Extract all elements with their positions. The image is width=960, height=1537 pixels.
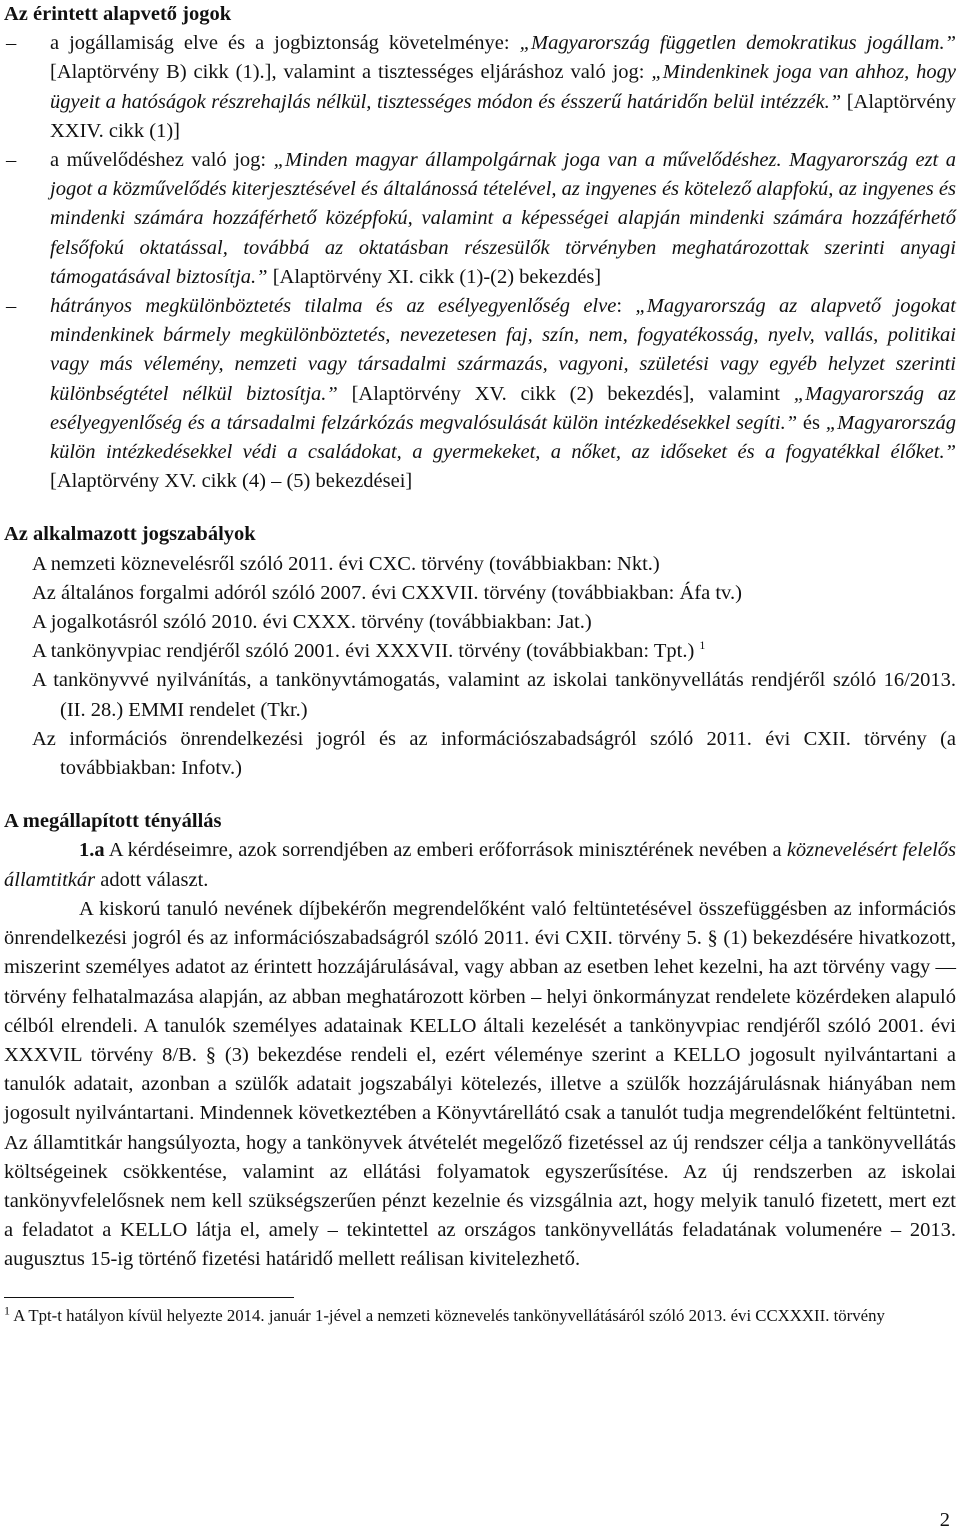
section-heading-facts: A megállapított tényállás — [4, 810, 222, 833]
law-item: A tankönyvpiac rendjéről szóló 2001. évi XXXVII. törvény (továbbiakban: Tpt.) $^1$ — [32, 638, 706, 663]
law-item: A tankönyvvé nyilvánítás, a tankönyvtámogatás, valamint az iskolai tankönyvellátás rendjéről szóló 16/2013. (II. 28.) EMMI rendelet (Tkr.) — [32, 669, 956, 721]
footnote-divider — [4, 1297, 294, 1298]
list-item-rule-of-law: – a jogállamiság elve és a jogbiztonság követelménye: „Magyarország független demokratikus jogállam.” [Alaptörvény B) cikk (1).], valamint a tisztességes eljáráshoz való jog: „Mindenkinek joga van ahhoz, hogy ügyeit a hatóságok részrehajlás nélkül, tisztességes módon és ésszerű határidőn belül intézzék.” [Alaptörvény XXIV. cikk (1)] — [4, 29, 956, 146]
list-item-right-to-education: – a művelődéshez való jog: „Minden magyar állampolgárnak joga van a művelődéshez. Magyarország ezt a jogot a közművelődés kiterjesztésével és általánossá tételével, az ingyenes és kötelező alapfokú, az ingyenes és mindenki számára hozzáférhető középfokú, valamint a képességei alapján mindenki számára hozzáférhető felsőfokú oktatással, továbbá az oktatásban részesülők törvényben meghatározottak szerinti anyagi támogatásával biztosítja.” [Alaptörvény XI. cikk (1)-(2) bekezdés] — [4, 146, 956, 292]
footnote-mark: 1 — [4, 1302, 10, 1317]
section-heading-fundamental-rights: Az érintett alapvető jogok — [4, 3, 232, 25]
dash-bullet: – — [6, 149, 17, 172]
dash-bullet: – — [6, 295, 17, 318]
list-item-equal-treatment: – hátrányos megkülönböztetés tilalma és az esélyegyenlőség elve: „Magyarország az alapvető jogokat mindenkinek bármely megkülönböztetés, nevezetesen faj, szín, nem, fogyatékosság, nyelv, vallás, politikai vagy más vélemény, nemzeti vagy társadalmi származás, vagyoni, születési vagy egyéb helyzet szerinti különbségtétel nélkül biztosítja.” [Alaptörvény XV. cikk (2) bekezdés], valamint „Magyarország az esélyegyenlőség és a társadalmi felzárkózás megvalósulását külön intézkedésekkel segíti.” és „Magyarország külön intézkedésekkel védi a családokat, a gyermekeket, a nőket, az időseket és a fogyatékkal élőket.” [Alaptörvény XV. cikk (4) – (5) bekezdései] — [4, 292, 956, 496]
facts-paragraph-1: 1.a A kérdéseimre, azok sorrendjében az emberi erőforrások minisztérének nevében a köznevelésért felelős államtitkár adott választ. — [4, 839, 956, 891]
document-page — [4, 0, 956, 1328]
footnote-reference[interactable]: 1 — [699, 638, 706, 653]
law-item: A jogalkotásról szóló 2010. évi CXXX. törvény (továbbiakban: Jat.) — [32, 611, 592, 634]
law-item: Az információs önrendelkezési jogról és az információszabadságról szóló 2011. évi CXII. törvény (a továbbiakban: Infotv.) — [32, 727, 956, 780]
footnote: $^1$ A Tpt-t hatályon kívül helyezte 2014. január 1-jével a nemzeti köznevelés tankönyvellátásáról szóló 2013. évi CCXXXII. törvény — [4, 1302, 885, 1325]
law-item: Az általános forgalmi adóról szóló 2007. évi CXXVII. törvény (továbbiakban: Áfa tv.) — [32, 581, 742, 604]
dash-bullet: – — [6, 32, 17, 55]
section-heading-applied-laws: Az alkalmazott jogszabályok — [4, 523, 256, 546]
paragraph-number: 1.a — [79, 839, 105, 862]
page-number: 2 — [939, 1508, 950, 1531]
facts-paragraph-2: A kiskorú tanuló nevének díjbekérőn megrendelőként való feltüntetésével összefüggésben az információs önrendelkezési jogról és az információszabadságról szóló 2011. évi CXII. törvény 5. § (1) bekezdésére hivatkozott, miszerint személyes adatot az érintett hozzájárulásával, vagy abban az esetben lehet kezelni, ha azt törvény vagy — törvény felhatalmazása alapján, az abban meghatározott körben – helyi önkormányzat rendelete közérdeken alapuló célból elrendeli. A tanulók személyes adatainak KELLO általi kezelését a tankönyvpiac rendjéről szóló 2001. évi XXXVIL törvény 8/B. § (3) bekezdése rendeli el, ezért véleménye szerint a KELLO jogosult nyilvántartani a tanulók adatait, azonban a szülők adatait jogszabályi kötelezés, illetve a szülők hozzájárulásnak hiányában nem jogosult nyilvántartani. Mindennek következtében a Könyvtárellátó csak a tanulót tudja megrendelőként feltüntetni. Az államtitkár hangsúlyozta, hogy a tankönyvek átvételét megelőző fizetéssel az új rendszer célja a tankönyvellátás költségeinek csökkentése, valamint az ellátási folyamatok egyszerűsítése. Az új rendszerben az iskolai tankönyvfelelősnek nem kell szükségszerűen pénzt kezelnie és vizsgálnia azt, hogy melyik tanuló fizetett, mert ezt a feladatot a KELLO látja el, amely – tekintettel az országos tankönyvellátás feladatának volumenére – 2013. augusztus 15-ig történő fizetési határidő mellett reálisan kivitelezhető. — [4, 897, 956, 1271]
law-item: A nemzeti köznevelésről szóló 2011. évi CXC. törvény (továbbiakban: Nkt.) — [32, 552, 660, 575]
